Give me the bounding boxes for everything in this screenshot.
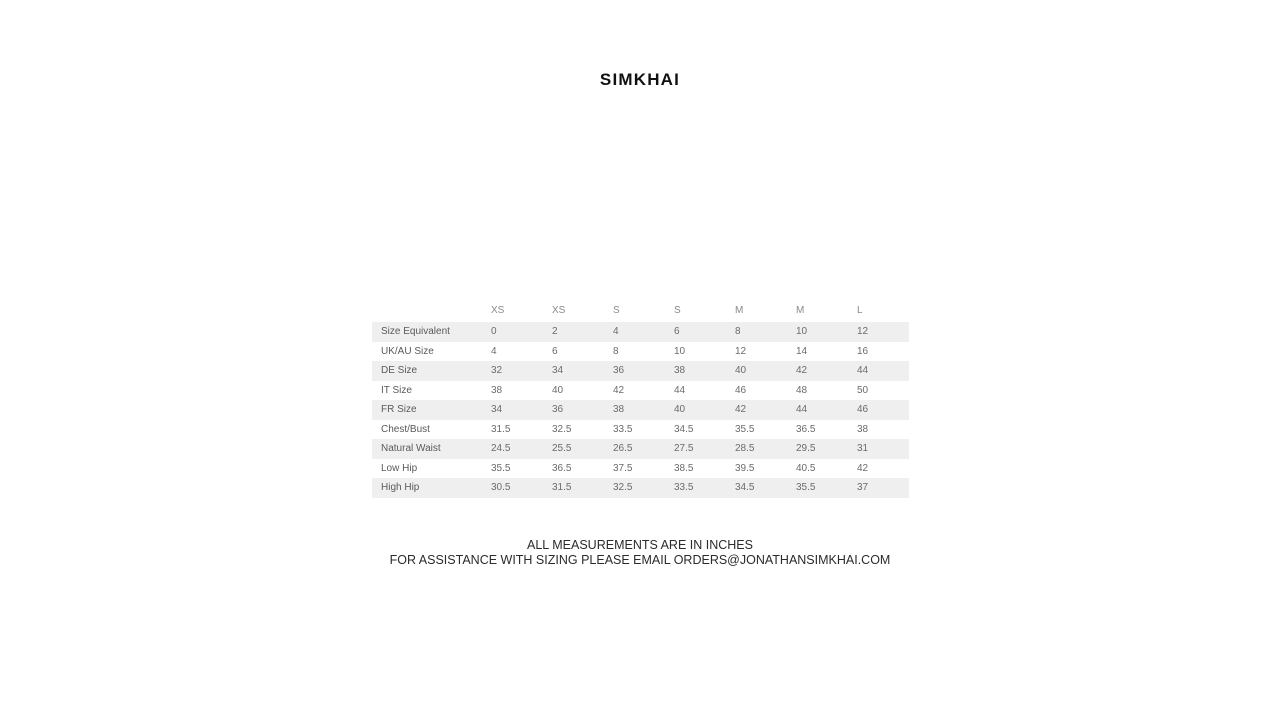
cell: 4 <box>604 322 665 342</box>
table-body <box>372 322 909 498</box>
table-row <box>372 400 909 420</box>
cell: 24.5 <box>482 439 543 459</box>
row-label: Chest/Bust <box>372 420 482 440</box>
cell: 27.5 <box>665 439 726 459</box>
cell: 0 <box>482 322 543 342</box>
sizing-assistance-note: FOR ASSISTANCE WITH SIZING PLEASE EMAIL ORDERS@JONATHANSIMKHAI.COM <box>389 552 891 567</box>
cell: 34 <box>543 361 604 381</box>
cell: 39.5 <box>726 459 787 479</box>
row-label: UK/AU Size <box>372 342 482 362</box>
cell: 10 <box>787 322 848 342</box>
cell: 48 <box>787 381 848 401</box>
table-corner-cell <box>372 300 482 322</box>
column-header-3: S <box>665 300 726 322</box>
cell: 8 <box>604 342 665 362</box>
cell: 6 <box>665 322 726 342</box>
cell: 46 <box>848 400 909 420</box>
row-label: IT Size <box>372 381 482 401</box>
column-header-0: XS <box>482 300 543 322</box>
cell: 31 <box>848 439 909 459</box>
cell: 44 <box>848 361 909 381</box>
cell: 12 <box>848 322 909 342</box>
cell: 42 <box>787 361 848 381</box>
cell: 38 <box>665 361 726 381</box>
cell: 8 <box>726 322 787 342</box>
column-header-6: L <box>848 300 909 322</box>
cell: 4 <box>482 342 543 362</box>
table-row <box>372 361 909 381</box>
table-header-row <box>372 300 909 322</box>
cell: 36 <box>543 400 604 420</box>
table-row <box>372 381 909 401</box>
cell: 33.5 <box>665 478 726 498</box>
cell: 31.5 <box>543 478 604 498</box>
cell: 35.5 <box>726 420 787 440</box>
cell: 40 <box>543 381 604 401</box>
cell: 38 <box>482 381 543 401</box>
table-head <box>372 300 909 322</box>
column-header-2: S <box>604 300 665 322</box>
table-row <box>372 420 909 440</box>
cell: 26.5 <box>604 439 665 459</box>
cell: 31.5 <box>482 420 543 440</box>
cell: 32.5 <box>604 478 665 498</box>
cell: 42 <box>604 381 665 401</box>
row-label: Low Hip <box>372 459 482 479</box>
cell: 16 <box>848 342 909 362</box>
cell: 36.5 <box>543 459 604 479</box>
size-chart <box>372 300 909 498</box>
cell: 6 <box>543 342 604 362</box>
cell: 36.5 <box>787 420 848 440</box>
column-header-1: XS <box>543 300 604 322</box>
table-row <box>372 478 909 498</box>
cell: 30.5 <box>482 478 543 498</box>
cell: 12 <box>726 342 787 362</box>
cell: 10 <box>665 342 726 362</box>
cell: 33.5 <box>604 420 665 440</box>
column-header-4: M <box>726 300 787 322</box>
cell: 34.5 <box>665 420 726 440</box>
cell: 35.5 <box>787 478 848 498</box>
cell: 34.5 <box>726 478 787 498</box>
cell: 14 <box>787 342 848 362</box>
row-label: FR Size <box>372 400 482 420</box>
cell: 35.5 <box>482 459 543 479</box>
footer-notes <box>0 538 1280 567</box>
measurement-units-note: ALL MEASUREMENTS ARE IN INCHES <box>527 538 753 552</box>
row-label: Size Equivalent <box>372 322 482 342</box>
table-row <box>372 342 909 362</box>
cell: 50 <box>848 381 909 401</box>
row-label: Natural Waist <box>372 439 482 459</box>
cell: 40.5 <box>787 459 848 479</box>
cell: 32 <box>482 361 543 381</box>
cell: 38 <box>604 400 665 420</box>
brand-title: SIMKHAI <box>599 70 681 89</box>
cell: 42 <box>848 459 909 479</box>
cell: 40 <box>665 400 726 420</box>
table-row <box>372 459 909 479</box>
cell: 38 <box>848 420 909 440</box>
cell: 42 <box>726 400 787 420</box>
table-row <box>372 439 909 459</box>
row-label: High Hip <box>372 478 482 498</box>
cell: 37 <box>848 478 909 498</box>
cell: 2 <box>543 322 604 342</box>
cell: 37.5 <box>604 459 665 479</box>
cell: 25.5 <box>543 439 604 459</box>
cell: 40 <box>726 361 787 381</box>
cell: 44 <box>665 381 726 401</box>
cell: 38.5 <box>665 459 726 479</box>
cell: 32.5 <box>543 420 604 440</box>
table-row <box>372 322 909 342</box>
cell: 34 <box>482 400 543 420</box>
cell: 28.5 <box>726 439 787 459</box>
size-chart-table <box>372 300 909 498</box>
cell: 36 <box>604 361 665 381</box>
cell: 44 <box>787 400 848 420</box>
cell: 46 <box>726 381 787 401</box>
cell: 29.5 <box>787 439 848 459</box>
row-label: DE Size <box>372 361 482 381</box>
column-header-5: M <box>787 300 848 322</box>
